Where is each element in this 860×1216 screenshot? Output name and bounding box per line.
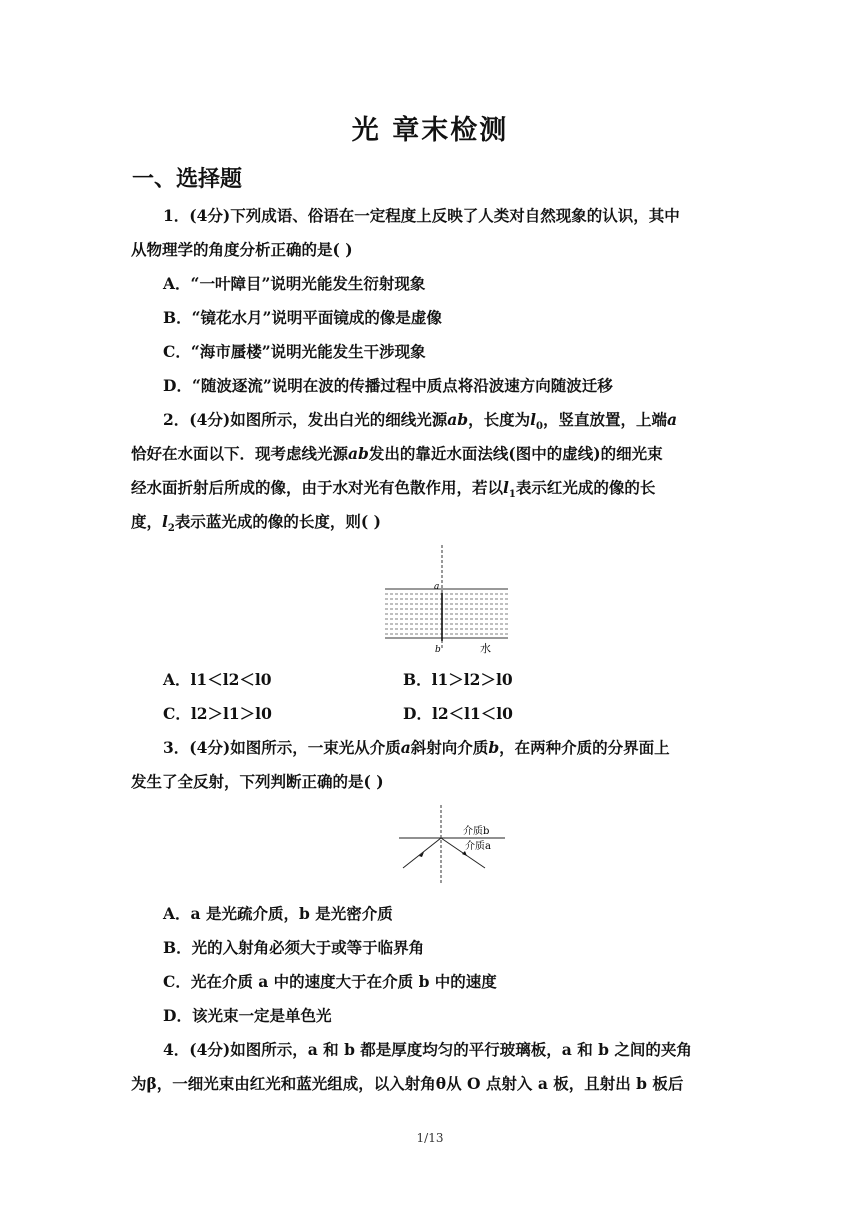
q3-line1 — [163, 737, 670, 759]
q3-var-b: b — [488, 738, 500, 757]
page-title: 光 章末检测 — [351, 115, 509, 146]
page-number: 1/13 — [416, 1131, 444, 1145]
q3-var-a: a — [400, 738, 411, 757]
q3-reflection-figure — [395, 805, 505, 887]
q3-line2: 发生了全反射，下列判断正确的是( ) — [131, 772, 384, 791]
q3-option-a: A．a 是光疏介质，b 是光密介质 — [163, 904, 393, 923]
q2-text: 发出的靠近水面法线(图中的虚线)的细光束 — [368, 444, 663, 463]
fig-label-medium-b: 介质b — [463, 826, 490, 837]
q2-var-ab: ab — [447, 410, 469, 429]
q2-line1 — [163, 409, 677, 438]
q1-option-c: C．“海市蜃楼”说明光能发生干涉现象 — [163, 342, 426, 361]
q1-line1: 1．(4分)下列成语、俗语在一定程度上反映了人类对自然现象的认识，其中 — [163, 206, 680, 225]
q4-line1: 4．(4分)如图所示，a 和 b 都是厚度均匀的平行玻璃板，a 和 b 之间的夹角 — [163, 1040, 692, 1059]
q4-line2: 为β，一细光束由红光和蓝光组成，以入射角θ从 O 点射入 a 板，且射出 b 板后 — [131, 1074, 684, 1093]
q2-text: ，竖直放置，上端 — [543, 410, 668, 429]
q3-text: ，在两种介质的分界面上 — [499, 738, 670, 757]
q2-option-d: D．l2＜l1＜l0 — [403, 704, 513, 723]
q2-water-figure — [380, 545, 515, 660]
q2-text: 恰好在水面以下．现考虑线光源 — [131, 444, 349, 463]
q2-var-l2: l — [162, 512, 168, 531]
q2-option-c: C．l2＞l1＞l0 — [163, 704, 272, 723]
q2-option-a: A．l1＜l2＜l0 — [163, 670, 272, 689]
q2-var-l1: l — [503, 478, 509, 497]
section-heading: 一、选择题 — [132, 166, 243, 192]
q3-option-d: D．该光束一定是单色光 — [163, 1006, 332, 1025]
fig-label-b: b — [435, 645, 441, 655]
fig-label-a: a — [434, 582, 440, 592]
fig-label-water: 水 — [480, 642, 491, 655]
q3-option-b: B．光的入射角必须大于或等于临界角 — [163, 938, 425, 957]
q2-text: 表示红光成的像的长 — [515, 478, 656, 497]
q1-option-b: B．“镜花水月”说明平面镜成的像是虚像 — [163, 308, 442, 327]
q2-option-b: B．l1＞l2＞l0 — [403, 670, 513, 689]
q2-line4 — [131, 511, 381, 540]
q2-text: 表示蓝光成的像的长度，则( ) — [174, 512, 381, 531]
q1-option-a: A．“一叶障目”说明光能发生衍射现象 — [163, 274, 426, 293]
q3-text: 3．(4分)如图所示，一束光从介质 — [163, 738, 401, 757]
q1-option-d: D．“随波逐流”说明在波的传播过程中质点将沿波速方向随波迁移 — [163, 376, 613, 395]
q2-line2 — [131, 443, 663, 465]
q2-sub: 2 — [167, 523, 175, 535]
q2-line3 — [131, 477, 655, 506]
q3-text: 斜射向介质 — [410, 738, 489, 757]
q2-sub: 1 — [508, 489, 516, 501]
q2-text: 度， — [131, 512, 163, 531]
q2-text: 经水面折射后所成的像，由于水对光有色散作用，若以 — [131, 478, 504, 497]
q2-text: ，长度为 — [468, 410, 531, 429]
q1-line2: 从物理学的角度分析正确的是( ) — [131, 240, 353, 259]
q2-var-l0: l — [530, 410, 537, 429]
q2-var-ab: ab — [348, 444, 369, 463]
fig-label-medium-a: 介质a — [465, 841, 491, 852]
q2-var-a: a — [667, 410, 678, 429]
q2-sub: 0 — [536, 421, 544, 433]
q2-text: 2．(4分)如图所示，发出白光的细线光源 — [163, 410, 448, 429]
q3-option-c: C．光在介质 a 中的速度大于在介质 b 中的速度 — [163, 972, 497, 991]
